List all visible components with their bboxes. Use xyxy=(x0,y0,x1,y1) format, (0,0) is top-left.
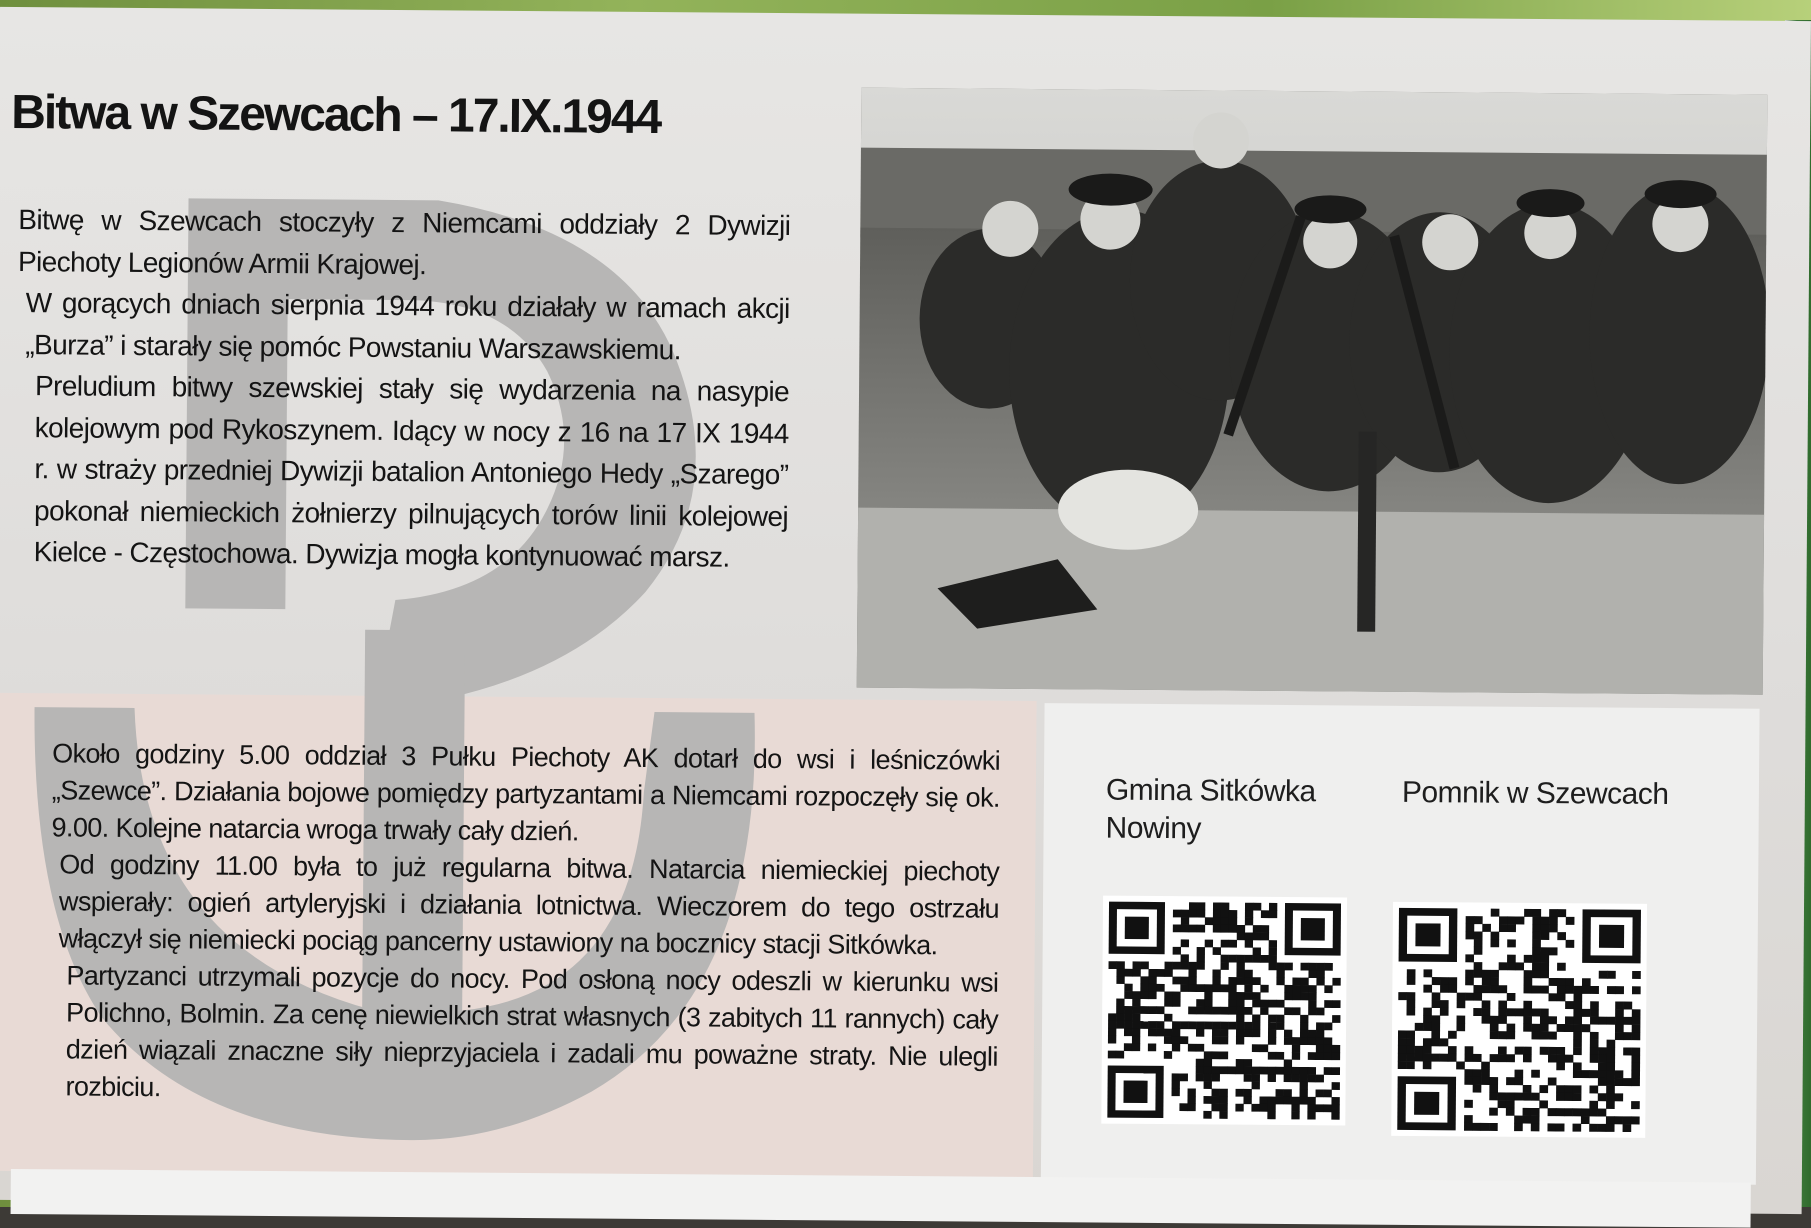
qr-code-pomnik[interactable] xyxy=(1391,902,1647,1138)
qr-code-pattern xyxy=(1101,896,1347,1126)
intro-paragraph: Preludium bitwy szewskiej stały się wydarzenia na nasypie kolejowym pod Rykoszynem. Idący w nocy z 16 na 17 IX 1944 r. w straży przedniej Dywizji batalion Antoniego Hedy „Szarego” pokonał niemieckich żołnierzy pilnujących torów linii kolejowej Kielce - Częstochowa. Dywizja mogła kontynuować marsz. xyxy=(33,370,790,573)
qr-label-line: Gmina Sitkówka xyxy=(1105,773,1316,809)
body-paragraph: Partyzanci utrzymali pozycje do nocy. Pod osłoną nocy odeszli w kierunku wsi Polichno, Bolmin. Za cenę niewielkich strat własnych (3 zabitych 11 rannych) cały dzień wiązali znaczne siły nieprzyjaciela i zadali mu poważne straty. Nie ulegli rozbiciu. xyxy=(65,960,999,1103)
qr-label-gmina xyxy=(1105,772,1315,850)
historical-photo xyxy=(857,88,1768,695)
board-title: Bitwa w Szewcach – 17.IX.1944 xyxy=(10,85,661,145)
body-paragraph: Około godziny 5.00 oddział 3 Pułku Piechoty AK dotarł do wsi i leśniczówki „Szewce”. Działania bojowe pomiędzy partyzantami a Niemcami rozpoczęły się ok. 9.00. Kolejne natarcia wroga trwały cały dzień. xyxy=(51,738,1001,847)
qr-code-gmina[interactable] xyxy=(1101,896,1347,1126)
qr-label-line: Pomnik w Szewcach xyxy=(1401,775,1669,812)
qr-code-pattern xyxy=(1391,902,1647,1138)
body-paragraph: Od godziny 11.00 była to już regularna bitwa. Natarcia niemieckiej piechoty wspierały: ogień artyleryjski i działania lotnictwa. Wieczorem do tego ostrzału włączył się niemiecki pociąg pancerny ustawiony na bocznicy stacji Sitkówka. xyxy=(58,849,1000,961)
information-board xyxy=(0,7,1811,1214)
intro-paragraph: W gorących dniach sierpnia 1944 roku działały w ramach akcji „Burza” i starały się pomóc Powstaniu Warszawskiemu. xyxy=(25,287,790,365)
qr-label-line: Nowiny xyxy=(1105,811,1202,846)
intro-paragraph: Bitwę w Szewcach stoczyły z Niemcami oddziały 2 Dywizji Piechoty Legionów Armii Krajowej. xyxy=(17,204,791,280)
intro-text xyxy=(16,199,791,579)
battle-description xyxy=(49,735,1000,1112)
qr-label-pomnik xyxy=(1402,774,1669,814)
